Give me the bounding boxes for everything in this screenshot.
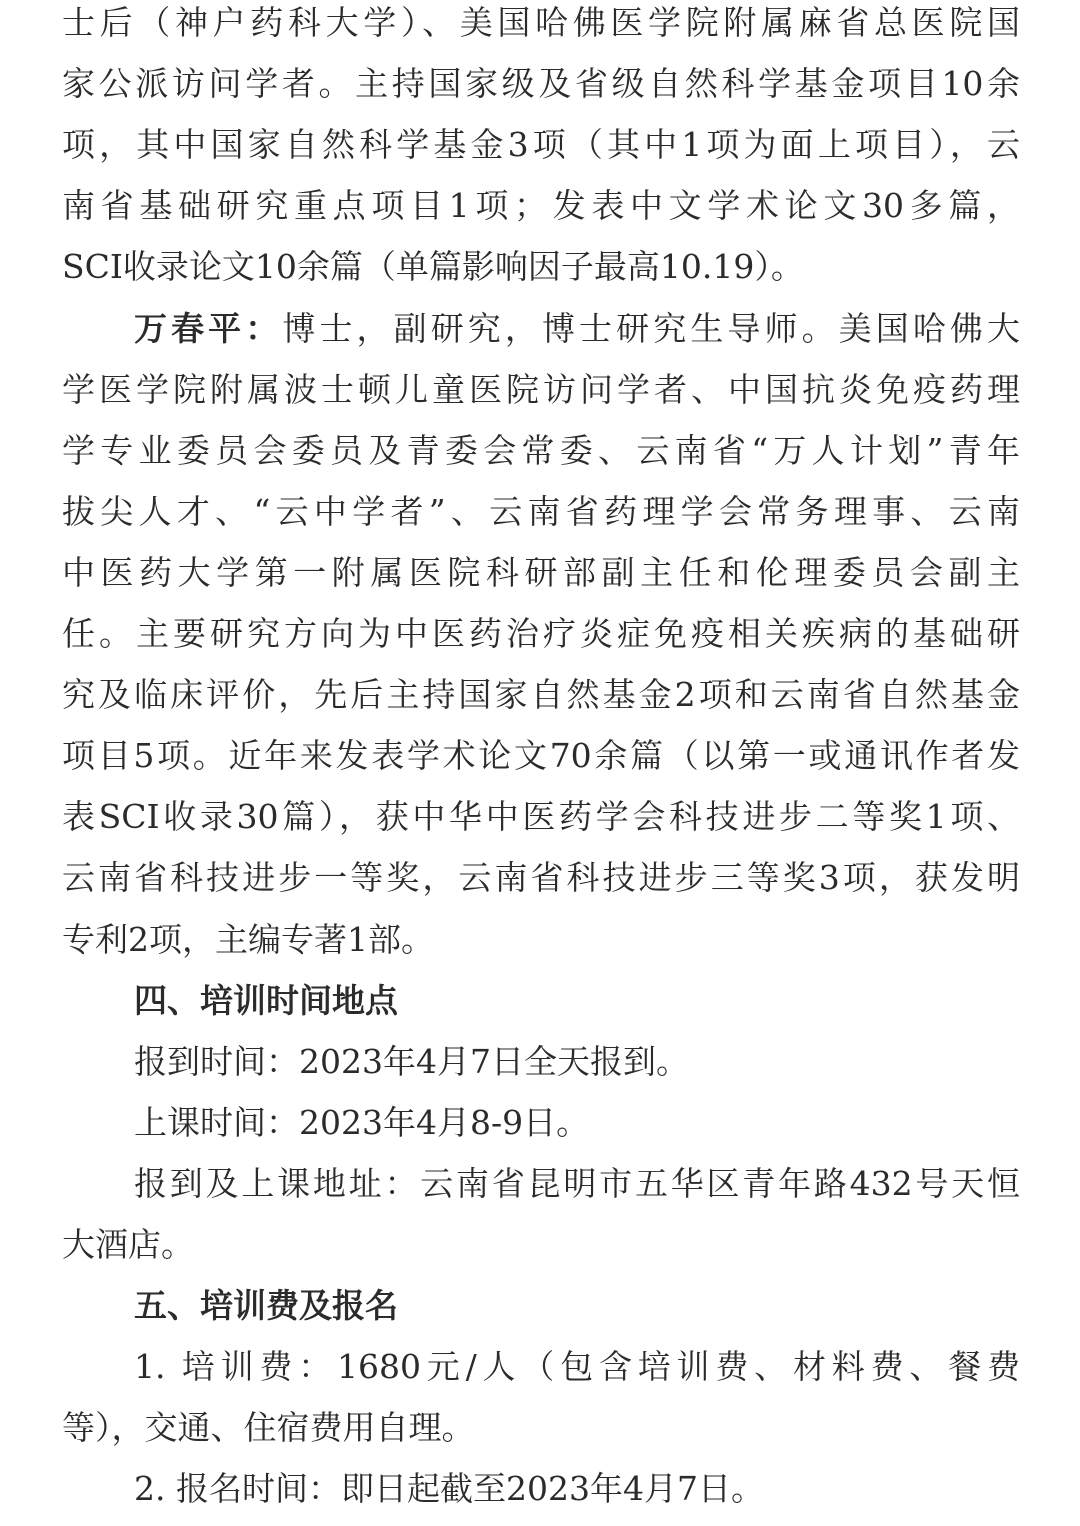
text-line [62, 725, 1020, 786]
text-segment: 学专业委员会委员及青委会常委、云南省“万人计划”青年 [62, 430, 1020, 470]
text-segment: 四、培训时间地点 [134, 980, 398, 1020]
text-line [134, 1458, 1020, 1519]
text-segment: 报到时间：2023年4月7日全天报到。 [134, 1041, 689, 1081]
text-segment: 大酒店。 [62, 1225, 194, 1264]
text-line [62, 0, 1020, 53]
text-segment: 究及临床评价，先后主持国家自然基金2项和云南省自然基金 [62, 675, 1020, 715]
section-heading [134, 970, 1020, 1031]
text-line [62, 114, 1020, 175]
text-line [62, 1397, 1020, 1458]
text-line [134, 298, 1020, 359]
text-segment: 学医学院附属波士顿儿童医院访问学者、中国抗炎免疫药理 [62, 369, 1020, 409]
text-segment: 士后（神户药科大学）、美国哈佛医学院附属麻省总医院国 [62, 3, 1020, 42]
text-line [62, 359, 1020, 420]
text-line [134, 1336, 1020, 1397]
text-line [62, 175, 1020, 236]
text-segment: 云南省科技进步一等奖，云南省科技进步三等奖3项，获发明 [62, 858, 1020, 898]
text-segment: 项，其中国家自然科学基金3项（其中1项为面上项目），云 [62, 125, 1020, 165]
text-segment: 表SCI收录30篇），获中华中医药学会科技进步二等奖1项、 [62, 797, 1020, 837]
text-segment: 家公派访问学者。主持国家级及省级自然科学基金项目10余 [62, 64, 1020, 104]
text-line [134, 1031, 1020, 1092]
text-segment: 报到及上课地址：云南省昆明市五华区青年路432号天恒 [134, 1163, 1020, 1203]
text-line [62, 481, 1020, 542]
text-segment: 项目5项。近年来发表学术论文70余篇（以第一或通讯作者发 [62, 736, 1020, 776]
text-line [62, 420, 1020, 481]
text-line [62, 909, 1020, 970]
text-line [62, 1214, 1020, 1275]
text-line [134, 1153, 1020, 1214]
text-line [62, 53, 1020, 114]
text-line [62, 603, 1020, 664]
text-line [62, 847, 1020, 908]
text-segment: SCI收录论文10余篇（单篇影响因子最高10.19）。 [62, 247, 804, 287]
text-segment: 专利2项，主编专著1部。 [62, 919, 434, 959]
text-line [62, 236, 1020, 297]
text-segment: 南省基础研究重点项目1项；发表中文学术论文30多篇， [62, 186, 1020, 226]
text-line [62, 786, 1020, 847]
text-line [62, 542, 1020, 603]
text-segment: 中医药大学第一附属医院科研部副主任和伦理委员会副主 [62, 552, 1020, 592]
text-line [134, 1092, 1020, 1153]
text-line [62, 664, 1020, 725]
text-segment: 博士，副研究，博士研究生导师。美国哈佛大 [282, 308, 1021, 348]
section-heading [134, 1275, 1020, 1336]
text-segment: 五、培训费及报名 [134, 1286, 398, 1326]
text-segment: 拔尖人才、“云中学者”、云南省药理学会常务理事、云南 [62, 491, 1020, 531]
person-name: 万春平： [134, 308, 283, 348]
text-segment: 上课时间：2023年4月8-9日。 [134, 1102, 590, 1142]
text-segment: 2. 报名时间：即日起截至2023年4月7日。 [134, 1469, 764, 1509]
text-segment: 1. 培训费：1680元/人（包含培训费、材料费、餐费 [134, 1347, 1020, 1387]
text-segment: 等），交通、住宿费用自理。 [62, 1408, 475, 1448]
text-segment: 任。主要研究方向为中医药治疗炎症免疫相关疾病的基础研 [62, 614, 1020, 653]
